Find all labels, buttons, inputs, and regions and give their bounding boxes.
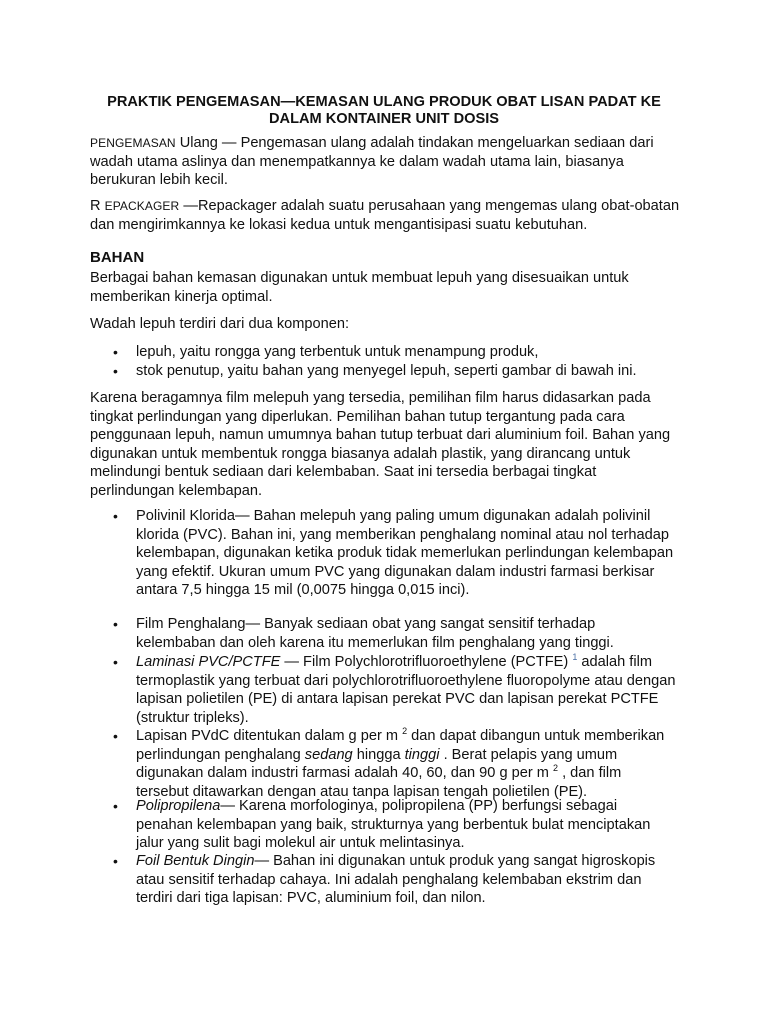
bullet-icon: • xyxy=(113,853,118,869)
bullet-icon: • xyxy=(113,344,118,360)
bullet-icon: • xyxy=(113,728,118,744)
bullet-icon: • xyxy=(113,616,118,632)
material-item-pvc: Polivinil Klorida— Bahan melepuh yang paling umum digunakan adalah polivinil klorida (PVC). Bahan ini, yang memberikan penghalang nominal atau nol terhadap kelembapan, digunakan ketika produk tidak memerlukan perlindungan kelembapan yang efektif. Ukuran umum PVC yang digunakan dalam industri farmasi berkisar antara 7,5 hingga 15 mil (0,0075 hingga 0,015 inci). xyxy=(136,508,674,599)
material-name-italic: Foil Bentuk Dingin xyxy=(136,853,255,869)
definition-repackaging xyxy=(90,134,680,190)
bullet-icon: • xyxy=(113,654,118,670)
components-intro: Wadah lepuh terdiri dari dua komponen: xyxy=(90,316,350,332)
definition-term-smallcaps: PENGEMASAN xyxy=(90,136,176,150)
footnote-ref: 1 xyxy=(572,652,578,663)
bullet-icon: • xyxy=(113,798,118,814)
material-item-pvc-pctfe xyxy=(136,653,676,727)
material-text: adalah film termoplastik yang terbuat dari polychlorotrifluoroethylene fluoropolyme atau dengan lapisan polietilen (PE) di antara lapisan perekat PVC dan lapisan perekat PCTFE (struktur tripleks). xyxy=(136,654,676,726)
definition-term-rest: Ulang — xyxy=(175,135,237,151)
intro-paragraph: Berbagai bahan kemasan digunakan untuk membuat lepuh yang disesuaikan untuk memberikan kinerja optimal. xyxy=(90,270,629,305)
bullet-icon: • xyxy=(113,363,118,379)
title-line-1: PRAKTIK PENGEMASAN—KEMASAN ULANG PRODUK OBAT LISAN PADAT KE xyxy=(107,94,661,110)
material-name-italic: Polipropilena xyxy=(136,798,221,814)
bullet-icon: • xyxy=(113,508,118,524)
definition-term-r: R xyxy=(90,198,105,214)
material-text: dan dapat dibangun untuk memberikan perlindungan penghalang xyxy=(136,728,665,763)
material-text: Lapisan PVdC ditentukan dalam g per m xyxy=(136,728,403,744)
material-text: hingga xyxy=(352,746,405,763)
material-item-polypropylene xyxy=(136,797,676,853)
component-item: stok penutup, yaitu bahan yang menyegel lepuh, seperti gambar di bawah ini. xyxy=(136,363,637,379)
material-text: — Bahan ini digunakan untuk produk yang sangat higroskopis atau sensitif terhadap cahaya. Ini adalah penghalang kelembaban ekstrim dan terdiri dari tiga lapisan: PVC, aluminium foil, dan nilon. xyxy=(136,853,656,907)
document-title xyxy=(80,94,688,128)
definition-text: —Repackager adalah suatu perusahaan yang mengemas ulang obat-obatan dan mengirimkannya ke lokasi kedua untuk mengantisipasi suatu kebutuhan. xyxy=(90,198,680,233)
superscript: 2 xyxy=(402,726,408,737)
definition-term-smallcaps: EPACKAGER xyxy=(104,199,180,213)
definition-text: Pengemasan ulang adalah tindakan mengeluarkan sediaan dari wadah utama aslinya dan menempatkannya ke dalam wadah utama lain, biasanya berukuran lebih kecil. xyxy=(90,135,654,189)
film-paragraph: Karena beragamnya film melepuh yang tersedia, pemilihan film harus didasarkan pada tingkat perlindungan yang diperlukan. Pemilihan bahan tutup tergantung pada cara penggunaan lepuh, namun umumnya bahan tutup terbuat dari aluminium foil. Bahan yang digunakan untuk membentuk rongga biasanya adalah plastik, yang dirancang untuk melindungi bentuk sediaan dari kelembaban. Saat ini tersedia berbagai tingkat perlindungan kelembapan. xyxy=(90,390,671,499)
superscript: 2 xyxy=(553,763,559,774)
material-text: . Berat pelapis yang umum digunakan dalam industri farmasi adalah 40, 60, dan 90 g per m xyxy=(136,746,618,782)
material-item-pvdc xyxy=(136,727,676,801)
component-item: lepuh, yaitu rongga yang terbentuk untuk menampung produk, xyxy=(136,344,539,360)
definition-repackager xyxy=(90,197,680,234)
material-text: — Film Polychlorotrifluoroethylene (PCTFE) xyxy=(280,654,573,670)
material-item-cold-form-foil xyxy=(136,852,676,908)
italic-word: sedang xyxy=(304,746,353,763)
title-line-2: DALAM KONTAINER UNIT DOSIS xyxy=(269,111,499,127)
material-text: , dan film tersebut ditawarkan dengan atau tanpa lapisan tengah polietilen (PE). xyxy=(136,765,622,800)
section-heading-bahan: BAHAN xyxy=(90,249,145,266)
material-item-barrier-film: Film Penghalang— Banyak sediaan obat yang sangat sensitif terhadap kelembaban dan oleh karena itu memerlukan film penghalang yang tinggi. xyxy=(136,616,614,651)
italic-word: tinggi xyxy=(404,746,440,763)
material-text: — Karena morfologinya, polipropilena (PP) berfungsi sebagai penahan kelembapan yang baik, strukturnya yang berbentuk bulat menciptakan jalur yang sulit bagi molekul air untuk melintasinya. xyxy=(136,798,651,852)
material-name-italic: Laminasi PVC/PCTFE xyxy=(136,654,281,670)
